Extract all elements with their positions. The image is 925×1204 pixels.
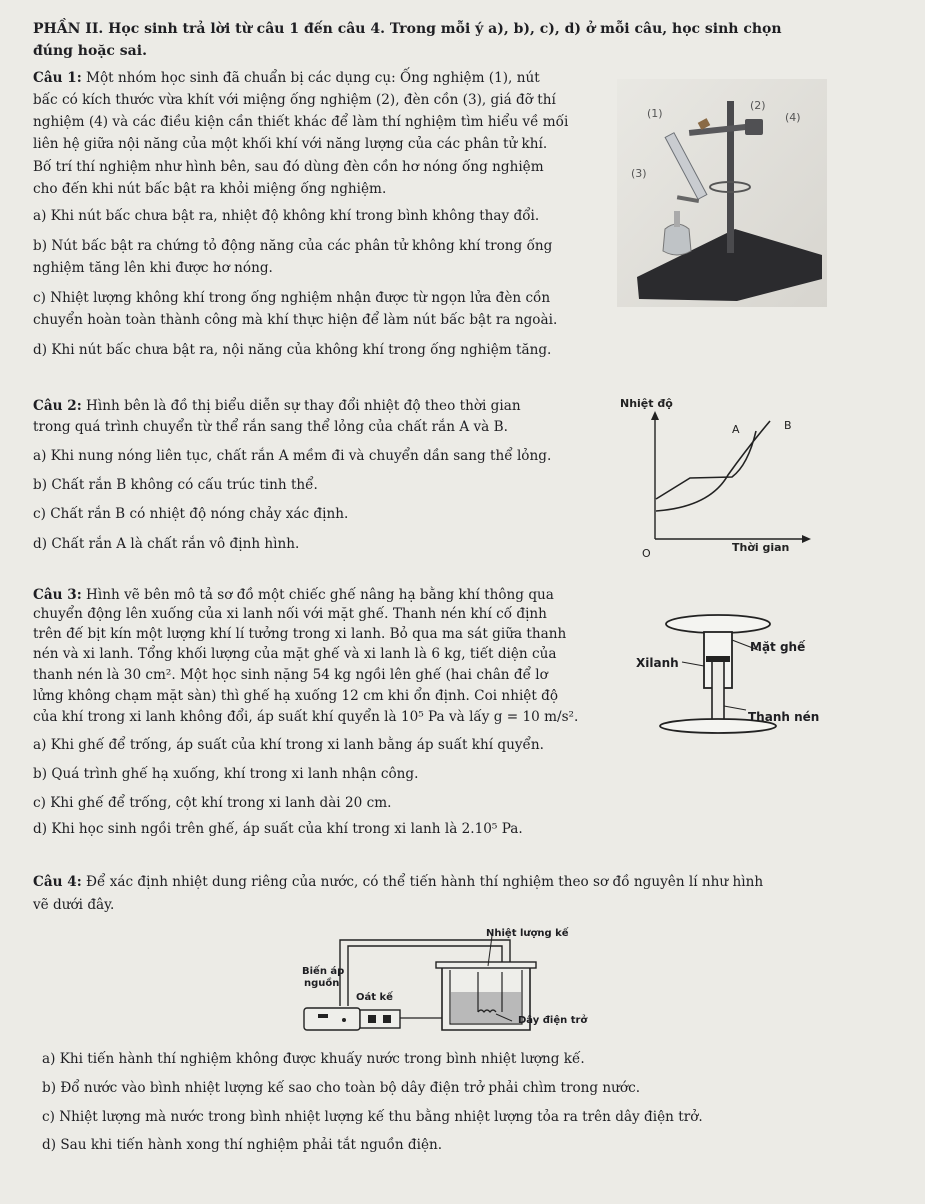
q3-line-1: Câu 3: Hình vẽ bên mô tả sơ đồ một chiếc ghế nâng hạ bằng khí thông qua [33, 587, 554, 603]
q4-option-b: b) Đổ nước vào bình nhiệt lượng kế sao cho toàn bộ dây điện trở phải chìm trong nước. [42, 1080, 641, 1096]
graph-y-label: Nhiệt độ [620, 397, 673, 410]
graph-x-label: Thời gian [732, 541, 790, 554]
graph-origin: O [642, 547, 651, 560]
q4-line-2: vẽ dưới đây. [33, 897, 115, 913]
q3-line-6: lửng không chạm mặt sàn) thì ghế hạ xuống 12 cm khi ổn định. Coi nhiệt độ [33, 688, 559, 704]
chair-label-seat: Mặt ghế [750, 640, 806, 654]
chair-label-rod: Thanh nén [748, 710, 820, 724]
q3-option-b: b) Quá trình ghế hạ xuống, khí trong xi lanh nhận công. [33, 766, 419, 782]
section-header-cont: đúng hoặc sai. [33, 43, 147, 59]
q1-option-a: a) Khi nút bấc chưa bật ra, nhiệt độ không khí trong bình không thay đổi. [33, 208, 540, 224]
q1-line-2: bấc có kích thước vừa khít với miệng ống nghiệm (2), đèn cồn (3), giá đỡ thí [33, 92, 556, 108]
q1-line-4: liên hệ giữa nội năng của một khối khí với năng lượng của các phân tử khí. [33, 136, 548, 152]
q1-option-b-cont: nghiệm tăng lên khi được hơ nóng. [33, 260, 273, 276]
q2-option-c: c) Chất rắn B có nhiệt độ nóng chảy xác định. [33, 506, 349, 522]
label-wattmeter: Oát kế [356, 992, 393, 1003]
q3-option-c: c) Khi ghế để trống, cột khí trong xi lanh dài 20 cm. [33, 795, 392, 811]
experiment-photo [617, 79, 827, 307]
graph-curve-a-label: A [732, 423, 740, 436]
graph-curve-b-label: B [784, 419, 792, 432]
photo-label-4: (4) [785, 111, 801, 124]
photo-label-3: (3) [631, 167, 647, 180]
photo-label-1: (1) [647, 107, 663, 120]
q2-line-1: Câu 2: Hình bên là đồ thị biểu diễn sự thay đổi nhiệt độ theo thời gian [33, 398, 521, 414]
chair-label-cylinder: Xilanh [636, 656, 679, 670]
q1-option-b: b) Nút bấc bật ra chứng tỏ động năng của các phân tử không khí trong ống [33, 238, 553, 254]
curve-a [656, 431, 756, 499]
q3-line-5: thanh nén là 30 cm². Một học sinh nặng 54 kg ngồi lên ghế (hai chân để lơ [33, 667, 548, 683]
q4-option-a: a) Khi tiến hành thí nghiệm không được khuấy nước trong bình nhiệt lượng kế. [42, 1051, 585, 1067]
q2-option-b: b) Chất rắn B không có cấu trúc tinh thể. [33, 477, 318, 493]
q1-line-6: cho đến khi nút bấc bật ra khỏi miệng ống nghiệm. [33, 181, 387, 197]
q2-option-a: a) Khi nung nóng liên tục, chất rắn A mềm đi và chuyển dần sang thể lỏng. [33, 448, 552, 464]
q4-option-c: c) Nhiệt lượng mà nước trong bình nhiệt lượng kế thu bằng nhiệt lượng tỏa ra trên dây điện trở. [42, 1109, 703, 1125]
q3-line-7: của khí trong xi lanh không đổi, áp suất khí quyển là 10⁵ Pa và lấy g = 10 m/s². [33, 709, 579, 725]
q1-line-1: Câu 1: Một nhóm học sinh đã chuẩn bị các dụng cụ: Ống nghiệm (1), nút [33, 70, 540, 86]
label-resistor-wire: Dây điện trở [518, 1015, 588, 1026]
q4-option-d: d) Sau khi tiến hành xong thí nghiệm phải tắt nguồn điện. [42, 1137, 443, 1153]
q2-line-2: trong quá trình chuyển từ thể rắn sang thể lỏng của chất rắn A và B. [33, 419, 508, 435]
q1-line-3: nghiệm (4) và các điều kiện cần thiết khác để làm thí nghiệm tìm hiểu về mối [33, 114, 569, 130]
q1-option-c-cont: chuyển hoàn toàn thành công mà khí thực hiện để làm nút bấc bật ra ngoài. [33, 312, 558, 328]
q3-line-2: chuyển động lên xuống của xi lanh nối với mặt ghế. Thanh nén khí cố định [33, 606, 547, 622]
q1-option-c: c) Nhiệt lượng không khí trong ống nghiệm nhận được từ ngọn lửa đèn cồn [33, 290, 551, 306]
q2-option-d: d) Chất rắn A là chất rắn vô định hình. [33, 536, 300, 552]
q3-line-3: trên đế bịt kín một lượng khí lí tưởng trong xi lanh. Bỏ qua ma sát giữa thanh [33, 626, 567, 642]
chair-diagram [640, 608, 830, 748]
q3-option-d: d) Khi học sinh ngồi trên ghế, áp suất của khí trong xi lanh là 2.10⁵ Pa. [33, 821, 523, 837]
label-calorimeter: Nhiệt lượng kế [486, 928, 569, 939]
section-header: PHẦN II. Học sinh trả lời từ câu 1 đến câu 4. Trong mỗi ý a), b), c), d) ở mỗi câu, học sinh chọn [33, 21, 782, 37]
q1-option-d: d) Khi nút bấc chưa bật ra, nội năng của không khí trong ống nghiệm tăng. [33, 342, 552, 358]
temperature-graph [620, 395, 820, 563]
curve-b [656, 421, 770, 511]
q3-option-a: a) Khi ghế để trống, áp suất của khí trong xi lanh bằng áp suất khí quyển. [33, 737, 544, 753]
photo-label-2: (2) [750, 99, 766, 112]
q3-line-4: nén và xi lanh. Tổng khối lượng của mặt ghế và xi lanh là 6 kg, tiết diện của [33, 646, 557, 662]
q1-line-5: Bố trí thí nghiệm như hình bên, sau đó dùng đèn cồn hơ nóng ống nghiệm [33, 159, 544, 175]
q4-line-1: Câu 4: Để xác định nhiệt dung riêng của nước, có thể tiến hành thí nghiệm theo sơ đồ nguyên lí như hình [33, 874, 764, 890]
label-transformer: Biến áp [302, 966, 345, 977]
label-source: nguồn [304, 978, 340, 989]
